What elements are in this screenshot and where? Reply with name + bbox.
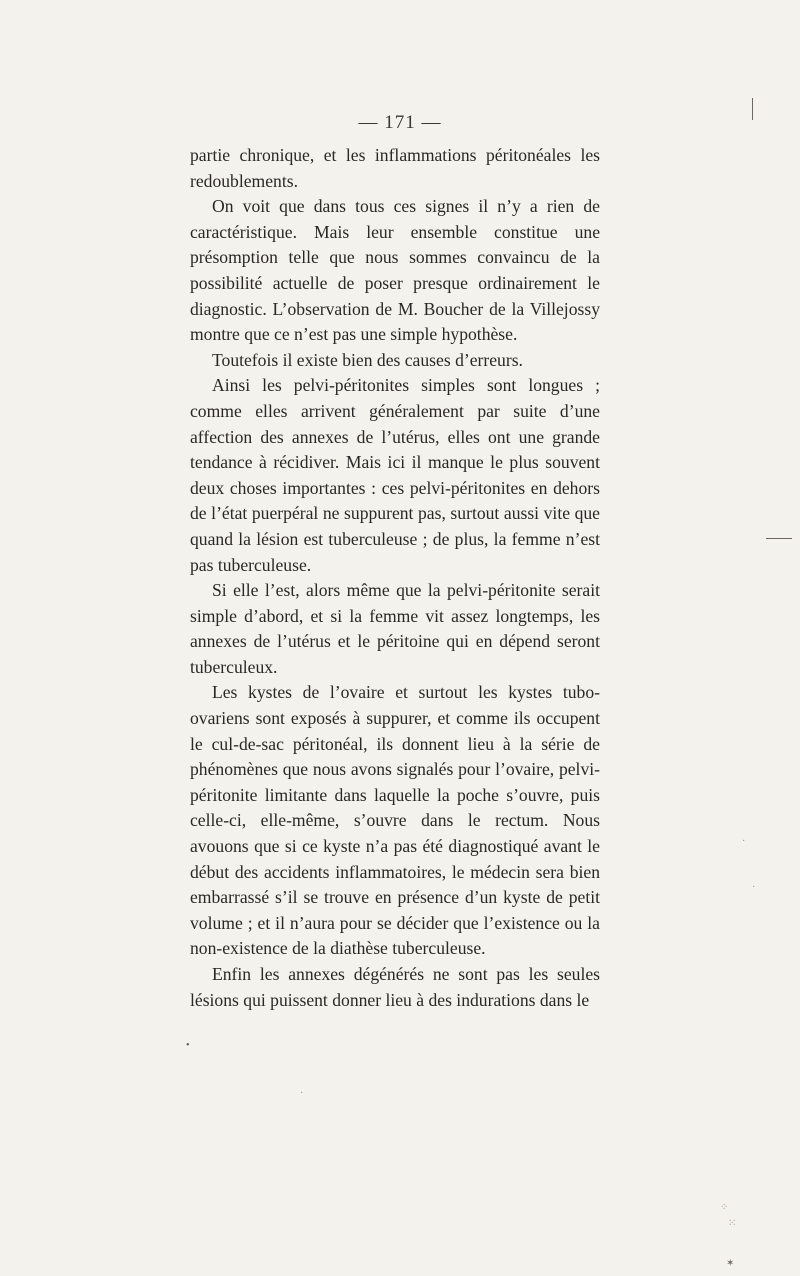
paper-speck: · <box>300 1088 304 1099</box>
paragraph-4: Ainsi les pelvi-péritonites simples sont longues ; comme elles arrivent généralement par suite d’une affection des annexes de l’utérus, elles ont une grande tendance à récidiver. Mais ici il manque le plus souvent deux choses importantes : ces pelvi-péritonites en dehors de l’état puerpéral ne suppurent pas, surtout aussi vite que quand la lésion est tuberculeuse ; de plus, la femme n’est pas tuberculeuse. <box>190 375 600 575</box>
margin-rule <box>766 538 792 539</box>
binding-mark <box>752 98 753 120</box>
paragraph-3: Toutefois il existe bien des causes d’erreurs. <box>212 349 523 370</box>
paper-speck: · <box>742 836 746 847</box>
paragraph-7: Enfin les annexes dégénérés ne sont pas les seules lésions qui puissent donner lieu à des indurations dans le <box>190 964 600 1010</box>
paragraph-1: partie chronique, et les inflammations péritonéales les redoublements. <box>190 145 600 191</box>
paragraph-6: Les kystes de l’ovaire et surtout les kystes tubo-ovariens sont exposés à suppurer, et comme ils occupent le cul-de-sac péritonéal, ils donnent lieu à la série de phénomènes que nous avons signalés pour l’ovaire, pelvi-péritonite limitante dans laquelle la poche s’ouvre, puis celle-ci, elle-même, s’ouvre dans le rectum. Nous avouons que si ce kyste n’a pas été diagnostiqué avant le début des accidents inflammatoires, le médecin sera bien embarrassé s’il se trouve en présence d’un kyste de petit volume ; et il n’aura pour se décider que l’existence ou la non-existence de la diathèse tuberculeuse. <box>190 682 600 959</box>
page-number: — 171 — <box>358 112 442 133</box>
paper-speck: ⁙ <box>728 1218 737 1229</box>
paper-speck: • <box>186 1040 190 1051</box>
paragraph-5: Si elle l’est, alors même que la pelvi-péritonite serait simple d’abord, et si la femme vit assez longtemps, les annexes de l’utérus et le péritoine qui en dépend seront tuberculeux. <box>190 580 600 677</box>
paper-speck: ⁘ <box>720 1202 729 1213</box>
paragraph-2: On voit que dans tous ces signes il n’y a rien de caractéristique. Mais leur ensemble constitue une présomption telle que nous sommes convaincu de la possibilité actuelle de poser presque ordinairement le diagnostic. L’observation de M. Boucher de la Villejossy montre que ce n’est pas une simple hypothèse. <box>190 196 600 345</box>
paper-speck: · <box>752 882 756 893</box>
body-text <box>190 143 600 1013</box>
paper-speck: ✶ <box>726 1258 735 1269</box>
